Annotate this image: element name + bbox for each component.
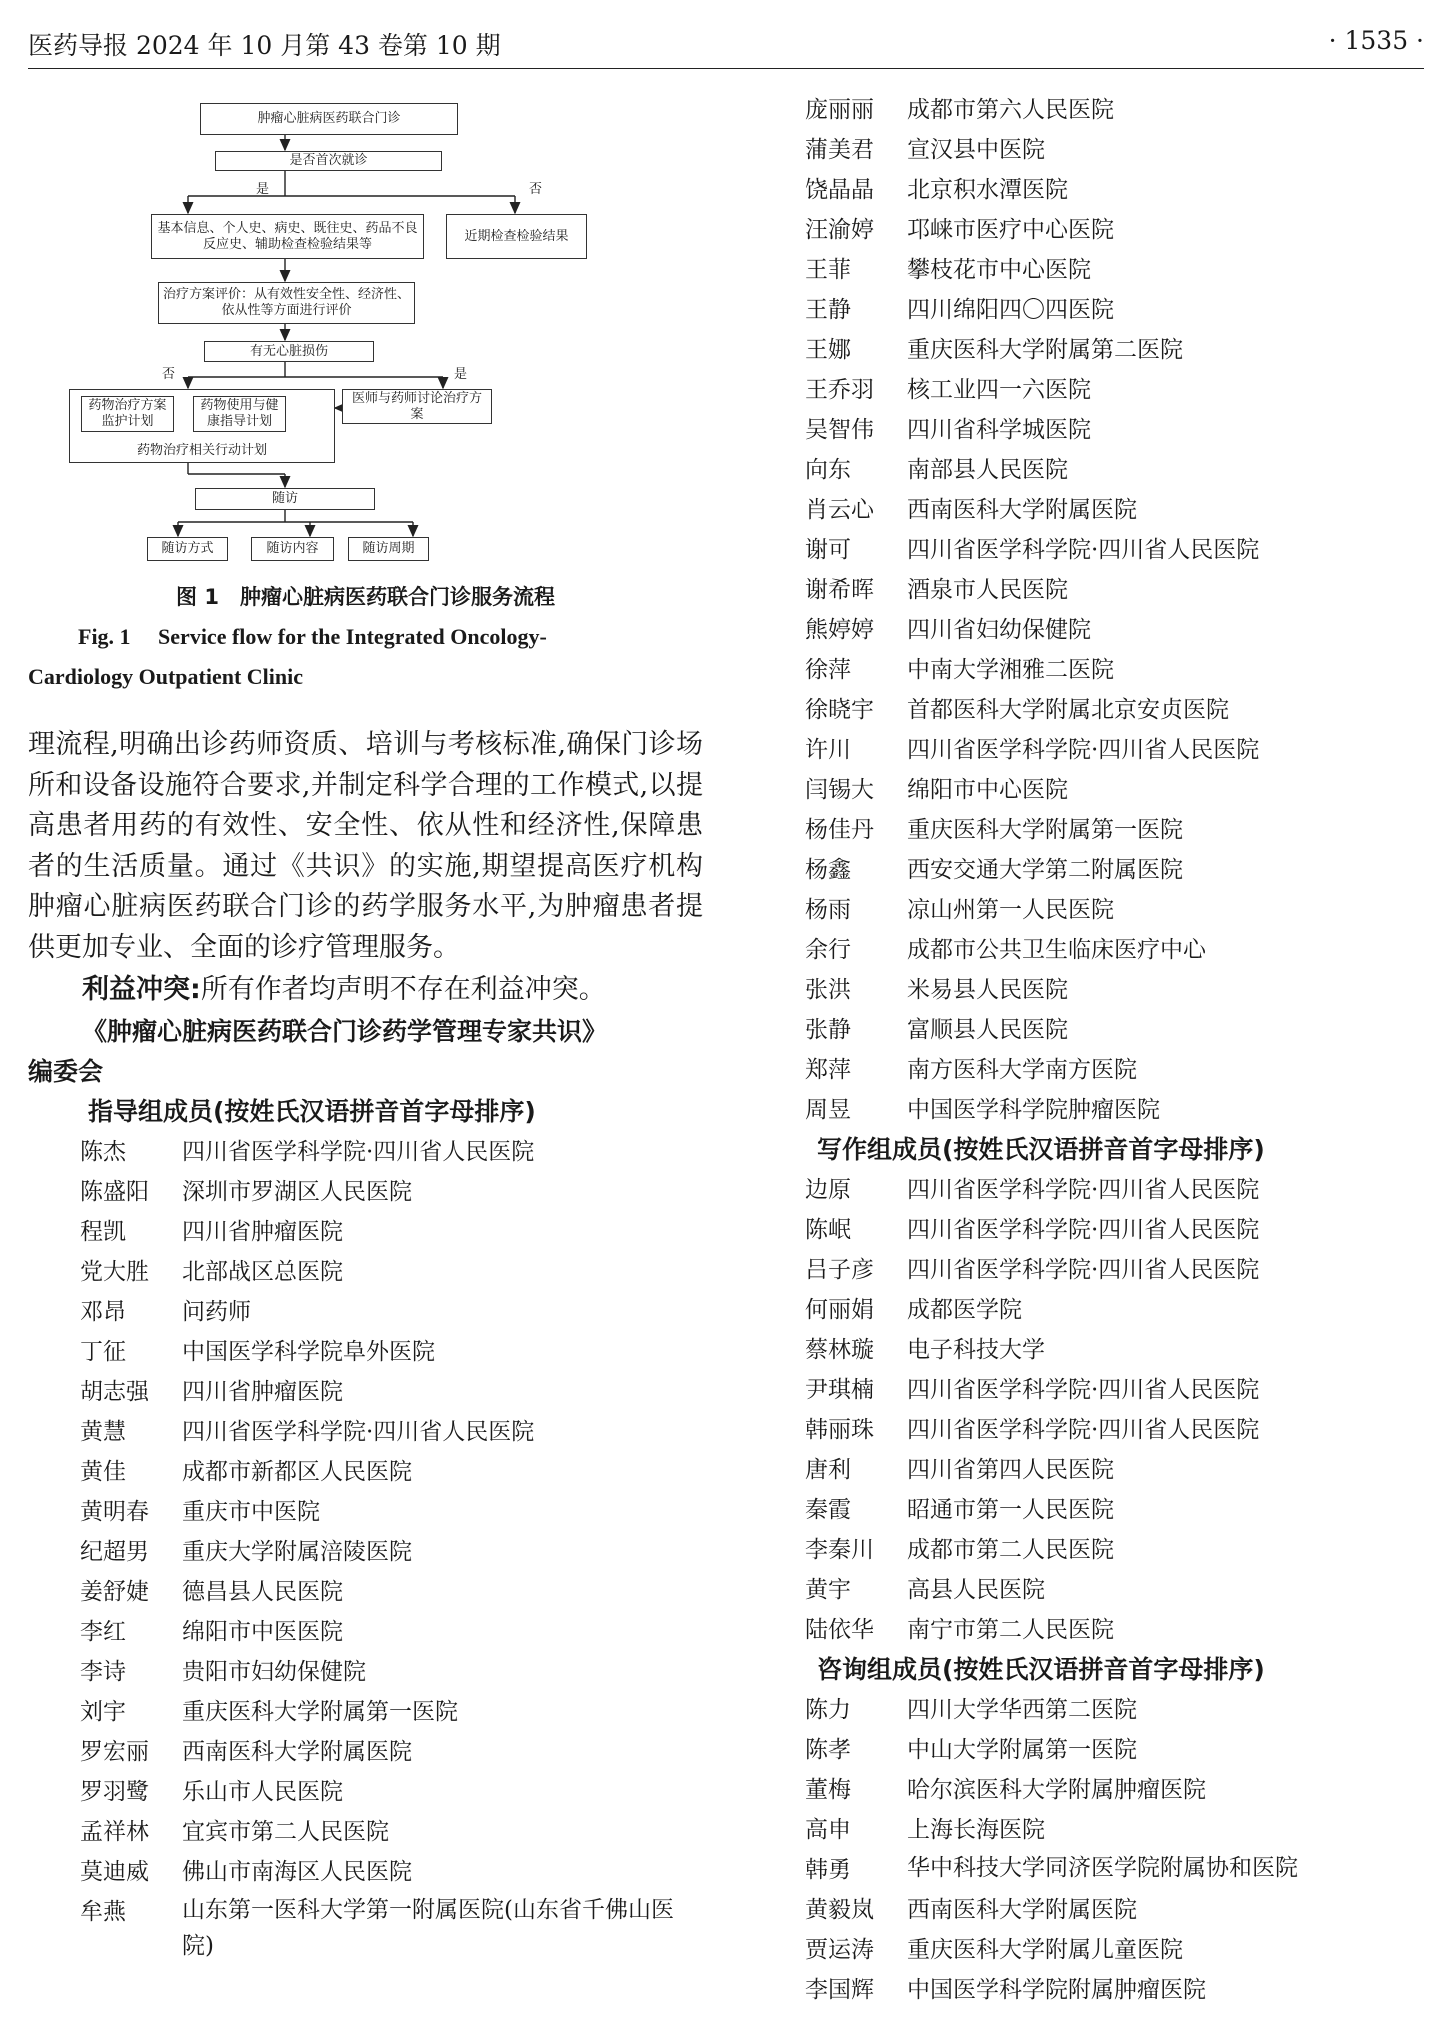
member-name: 杨雨 [805,897,851,923]
member-affiliation: 山东第一医科大学第一附属医院(山东省千佛山医院) [182,1897,674,1959]
member-affiliation: 四川省第四人民医院 [907,1457,1114,1483]
member-name: 边原 [805,1177,851,1203]
member-affiliation: 凉山州第一人民医院 [907,897,1114,923]
member-name: 张静 [805,1017,851,1043]
member-affiliation: 高县人民医院 [907,1577,1045,1603]
member-row [805,610,1425,650]
member-name: 孟祥林 [80,1819,149,1845]
member-affiliation: 贵阳市妇幼保健院 [182,1659,366,1685]
member-affiliation: 成都市第六人民医院 [907,97,1114,123]
member-row [805,1610,1425,1650]
member-name: 黄慧 [80,1419,126,1445]
member-name: 李国辉 [805,1977,874,2003]
member-row [805,1490,1425,1530]
member-affiliation: 西南医科大学附属医院 [182,1739,412,1765]
member-name: 高申 [805,1817,851,1843]
member-row [805,450,1425,490]
member-affiliation: 四川省医学科学院·四川省人民医院 [907,537,1260,563]
member-affiliation: 重庆医科大学附属第一医院 [182,1699,458,1725]
member-affiliation: 绵阳市中医医院 [182,1619,343,1645]
member-row [28,1732,703,1772]
member-row [805,1930,1425,1970]
member-row [805,1450,1425,1490]
member-name: 周昱 [805,1097,851,1123]
member-affiliation: 中国医学科学院附属肿瘤医院 [907,1977,1206,2003]
member-row [805,570,1425,610]
member-name: 闫锡大 [805,777,874,803]
member-row [805,850,1425,890]
writing-group-list [805,1170,1425,1650]
member-name: 余行 [805,937,851,963]
member-row [805,890,1425,930]
member-affiliation: 重庆市中医院 [182,1499,320,1525]
member-name: 李秦川 [805,1537,874,1563]
member-row [805,210,1425,250]
member-affiliation: 富顺县人民医院 [907,1017,1068,1043]
member-row [28,1212,703,1252]
member-row [28,1772,703,1812]
member-name: 罗宏丽 [80,1739,149,1765]
member-row [28,1172,703,1212]
member-row [805,1010,1425,1050]
caption-en-line2: Cardiology Outpatient Clinic [28,664,304,689]
member-row [28,1692,703,1732]
member-row [28,1612,703,1652]
member-name: 董梅 [805,1777,851,1803]
member-name: 杨佳丹 [805,817,874,843]
member-row [805,1850,1425,1890]
member-name: 黄宇 [805,1577,851,1603]
member-affiliation: 四川大学华西第二医院 [907,1697,1137,1723]
member-row [805,370,1425,410]
member-name: 刘宇 [80,1699,126,1725]
member-name: 韩勇 [805,1857,851,1883]
member-affiliation: 酒泉市人民医院 [907,577,1068,603]
member-name: 吴智伟 [805,417,874,443]
member-name: 庞丽丽 [805,97,874,123]
member-row [805,1330,1425,1370]
member-affiliation: 南方医科大学南方医院 [907,1057,1137,1083]
member-row [805,1090,1425,1130]
journal-issue: 医药导报 2024 年 10 月第 43 卷第 10 期 [28,31,501,60]
member-affiliation: 电子科技大学 [907,1337,1045,1363]
member-name: 张洪 [805,977,851,1003]
member-name: 谢可 [805,537,851,563]
member-affiliation: 四川省医学科学院·四川省人民医院 [907,1417,1260,1443]
member-affiliation: 绵阳市中心医院 [907,777,1068,803]
member-row [805,1770,1425,1810]
member-affiliation: 中山大学附属第一医院 [907,1737,1137,1763]
member-name: 黄毅岚 [805,1897,874,1923]
member-row [805,1970,1425,2010]
page-header [28,18,1424,69]
consult-group-list [805,1690,1425,2010]
box-discussion: 医师与药师讨论治疗方案 [342,389,492,424]
member-affiliation: 成都医学院 [907,1297,1022,1323]
member-row [805,530,1425,570]
member-affiliation: 四川省医学科学院·四川省人民医院 [182,1419,535,1445]
box-followup-content: 随访内容 [251,537,334,561]
member-affiliation: 四川省医学科学院·四川省人民医院 [907,1217,1260,1243]
member-row [805,690,1425,730]
consult-group-title: 咨询组成员(按姓氏汉语拼音首字母排序) [817,1655,1265,1684]
member-row [805,1210,1425,1250]
member-name: 胡志强 [80,1379,149,1405]
member-row [805,1170,1425,1210]
member-row [28,1452,703,1492]
member-row [28,1492,703,1532]
member-row [805,1730,1425,1770]
member-row [805,810,1425,850]
writing-group-title: 写作组成员(按姓氏汉语拼音首字母排序) [817,1135,1265,1164]
member-row [805,1370,1425,1410]
member-affiliation: 北京积水潭医院 [907,177,1068,203]
member-affiliation: 核工业四一六医院 [907,377,1091,403]
member-row [805,970,1425,1010]
member-name: 蒲美君 [805,137,874,163]
member-row [805,250,1425,290]
member-row [805,1530,1425,1570]
box-basic-info: 基本信息、个人史、病史、既往史、药品不良反应史、辅助检查检验结果等 [151,214,424,259]
member-affiliation: 昭通市第一人民医院 [907,1497,1114,1523]
member-affiliation: 中国医学科学院阜外医院 [182,1339,435,1365]
member-name: 汪渝婷 [805,217,874,243]
member-affiliation: 深圳市罗湖区人民医院 [182,1179,412,1205]
member-row [805,770,1425,810]
member-affiliation: 问药师 [182,1299,251,1325]
box-followup-method: 随访方式 [147,537,228,561]
member-row [28,1332,703,1372]
box-cardiac-damage: 有无心脏损伤 [204,341,374,362]
member-affiliation: 四川省妇幼保健院 [907,617,1091,643]
member-affiliation: 米易县人民医院 [907,977,1068,1003]
member-name: 贾运涛 [805,1937,874,1963]
member-affiliation: 四川省肿瘤医院 [182,1219,343,1245]
member-name: 唐利 [805,1457,851,1483]
member-row [805,490,1425,530]
member-name: 王乔羽 [805,377,874,403]
coi-label: 利益冲突: [82,974,201,1005]
member-affiliation: 重庆大学附属涪陵医院 [182,1539,412,1565]
label-no-2: 否 [162,367,176,382]
member-affiliation: 四川省医学科学院·四川省人民医院 [907,1177,1260,1203]
member-row [805,1050,1425,1090]
figure-caption-en [28,617,703,697]
member-affiliation: 中南大学湘雅二医院 [907,657,1114,683]
member-name: 王静 [805,297,851,323]
member-name: 吕子彦 [805,1257,874,1283]
member-row [28,1532,703,1572]
committee-title: 《肿瘤心脏病医药联合门诊药学管理专家共识》 [82,1017,608,1046]
right-column [805,90,1425,2010]
member-name: 纪超男 [80,1539,149,1565]
member-affiliation: 宜宾市第二人民医院 [182,1819,389,1845]
member-name: 何丽娟 [805,1297,874,1323]
member-row [805,290,1425,330]
guidance-group-title: 指导组成员(按姓氏汉语拼音首字母排序) [88,1097,536,1126]
member-row [28,1852,703,1892]
member-row [805,1290,1425,1330]
member-affiliation: 南部县人民医院 [907,457,1068,483]
member-affiliation: 重庆医科大学附属第一医院 [907,817,1183,843]
member-affiliation: 首都医科大学附属北京安贞医院 [907,697,1229,723]
member-name: 蔡林璇 [805,1337,874,1363]
member-affiliation: 德昌县人民医院 [182,1579,343,1605]
member-name: 李红 [80,1619,126,1645]
member-row [28,1652,703,1692]
member-name: 谢希晖 [805,577,874,603]
flowchart [28,90,703,575]
member-affiliation: 四川省医学科学院·四川省人民医院 [182,1139,535,1165]
member-affiliation: 成都市第二人民医院 [907,1537,1114,1563]
member-affiliation: 四川省医学科学院·四川省人民医院 [907,1257,1260,1283]
member-row [805,1250,1425,1290]
member-name: 陆依华 [805,1617,874,1643]
member-name: 黄明春 [80,1499,149,1525]
member-affiliation: 四川省医学科学院·四川省人民医院 [907,1377,1260,1403]
member-affiliation: 哈尔滨医科大学附属肿瘤医院 [907,1777,1206,1803]
member-affiliation: 乐山市人民医院 [182,1779,343,1805]
member-name: 向东 [805,457,851,483]
member-row [805,1690,1425,1730]
member-affiliation: 成都市新都区人民医院 [182,1459,412,1485]
member-name: 陈岷 [805,1217,851,1243]
member-name: 陈盛阳 [80,1179,149,1205]
member-row [805,650,1425,690]
member-affiliation: 南宁市第二人民医院 [907,1617,1114,1643]
member-row [805,170,1425,210]
member-name: 尹琪楠 [805,1377,874,1403]
body-paragraph: 理流程,明确出诊药师资质、培训与考核标准,确保门诊场所和设备设施符合要求,并制定科学合理的工作模式,以提高患者用药的有效性、安全性、依从性和经济性,保障患者的生活质量。通过《共识》的实施,期望提高医疗机构肿瘤心脏病医药联合门诊的药学服务水平,为肿瘤患者提供更加专业、全面的诊疗管理服务。 [28,729,703,963]
box-followup: 随访 [195,488,375,510]
figure-caption-cn: 图 1 肿瘤心脏病医药联合门诊服务流程 [176,585,555,609]
member-name: 莫迪威 [80,1859,149,1885]
member-affiliation: 邛崃市医疗中心医院 [907,217,1114,243]
member-affiliation: 中国医学科学院肿瘤医院 [907,1097,1160,1123]
box-monitoring-plan: 药物治疗方案监护计划 [81,396,174,432]
label-no-1: 否 [529,182,543,197]
box-recent-results: 近期检查检验结果 [446,214,587,259]
box-evaluation: 治疗方案评价：从有效性安全性、经济性、依从性等方面进行评价 [158,282,415,324]
member-row [805,730,1425,770]
member-name: 姜舒婕 [80,1579,149,1605]
member-name: 肖云心 [805,497,874,523]
member-name: 程凯 [80,1219,126,1245]
box-action-plan: 药物治疗相关行动计划 [69,389,335,463]
member-row [28,1412,703,1452]
member-name: 黄佳 [80,1459,126,1485]
member-affiliation: 华中科技大学同济医学院附属协和医院 [907,1855,1298,1881]
member-name: 王娜 [805,337,851,363]
member-row [28,1892,703,1964]
member-row [805,130,1425,170]
page-number: · 1535 · [1328,26,1424,55]
member-row [28,1372,703,1412]
member-row [805,1410,1425,1450]
member-name: 牟燕 [80,1899,126,1925]
box-first-visit: 是否首次就诊 [215,151,442,171]
member-affiliation: 西南医科大学附属医院 [907,497,1137,523]
box-guidance-plan: 药物使用与健康指导计划 [193,396,286,432]
member-affiliation: 重庆医科大学附属第二医院 [907,337,1183,363]
member-affiliation: 攀枝花市中心医院 [907,257,1091,283]
member-affiliation: 重庆医科大学附属儿童医院 [907,1937,1183,1963]
member-name: 陈力 [805,1697,851,1723]
member-row [28,1812,703,1852]
committee-heading [28,1012,703,1092]
member-affiliation: 成都市公共卫生临床医疗中心 [907,937,1206,963]
member-row [28,1292,703,1332]
member-affiliation: 四川绵阳四〇四医院 [907,297,1114,323]
member-name: 杨鑫 [805,857,851,883]
member-row [805,1570,1425,1610]
guidance-group-list-continued [805,90,1425,1130]
member-name: 徐晓宇 [805,697,874,723]
member-name: 饶晶晶 [805,177,874,203]
member-row [28,1132,703,1172]
member-name: 陈孝 [805,1737,851,1763]
member-name: 韩丽珠 [805,1417,874,1443]
member-row [805,1890,1425,1930]
member-name: 邓昂 [80,1299,126,1325]
member-row [805,930,1425,970]
box-clinic: 肿瘤心脏病医药联合门诊 [200,103,458,135]
label-yes-2: 是 [454,367,468,382]
member-row [28,1572,703,1612]
member-affiliation: 四川省肿瘤医院 [182,1379,343,1405]
coi-text: 所有作者均声明不存在利益冲突。 [200,974,606,1005]
member-name: 郑萍 [805,1057,851,1083]
member-affiliation: 上海长海医院 [907,1817,1045,1843]
member-affiliation: 宣汉县中医院 [907,137,1045,163]
member-row [28,1252,703,1292]
member-name: 丁征 [80,1339,126,1365]
member-row [805,330,1425,370]
conflict-of-interest [28,970,703,1010]
member-name: 李诗 [80,1659,126,1685]
member-name: 罗羽鹭 [80,1779,149,1805]
left-column [28,90,703,1964]
member-row [805,90,1425,130]
member-name: 陈杰 [80,1139,126,1165]
member-affiliation: 四川省科学城医院 [907,417,1091,443]
label-yes-1: 是 [256,182,270,197]
member-affiliation: 北部战区总医院 [182,1259,343,1285]
member-row [805,410,1425,450]
committee-subtitle: 编委会 [28,1057,104,1086]
member-name: 熊婷婷 [805,617,874,643]
member-name: 徐萍 [805,657,851,683]
member-row [805,1810,1425,1850]
member-name: 秦霞 [805,1497,851,1523]
member-affiliation: 佛山市南海区人民医院 [182,1859,412,1885]
caption-en-line1: Fig. 1 Service flow for the Integrated Oncology- [78,624,547,649]
member-name: 许川 [805,737,851,763]
member-name: 党大胜 [80,1259,149,1285]
guidance-group-list [28,1132,703,1964]
box-followup-cycle: 随访周期 [348,537,429,561]
member-name: 王菲 [805,257,851,283]
member-affiliation: 西南医科大学附属医院 [907,1897,1137,1923]
member-affiliation: 西安交通大学第二附属医院 [907,857,1183,883]
member-affiliation: 四川省医学科学院·四川省人民医院 [907,737,1260,763]
